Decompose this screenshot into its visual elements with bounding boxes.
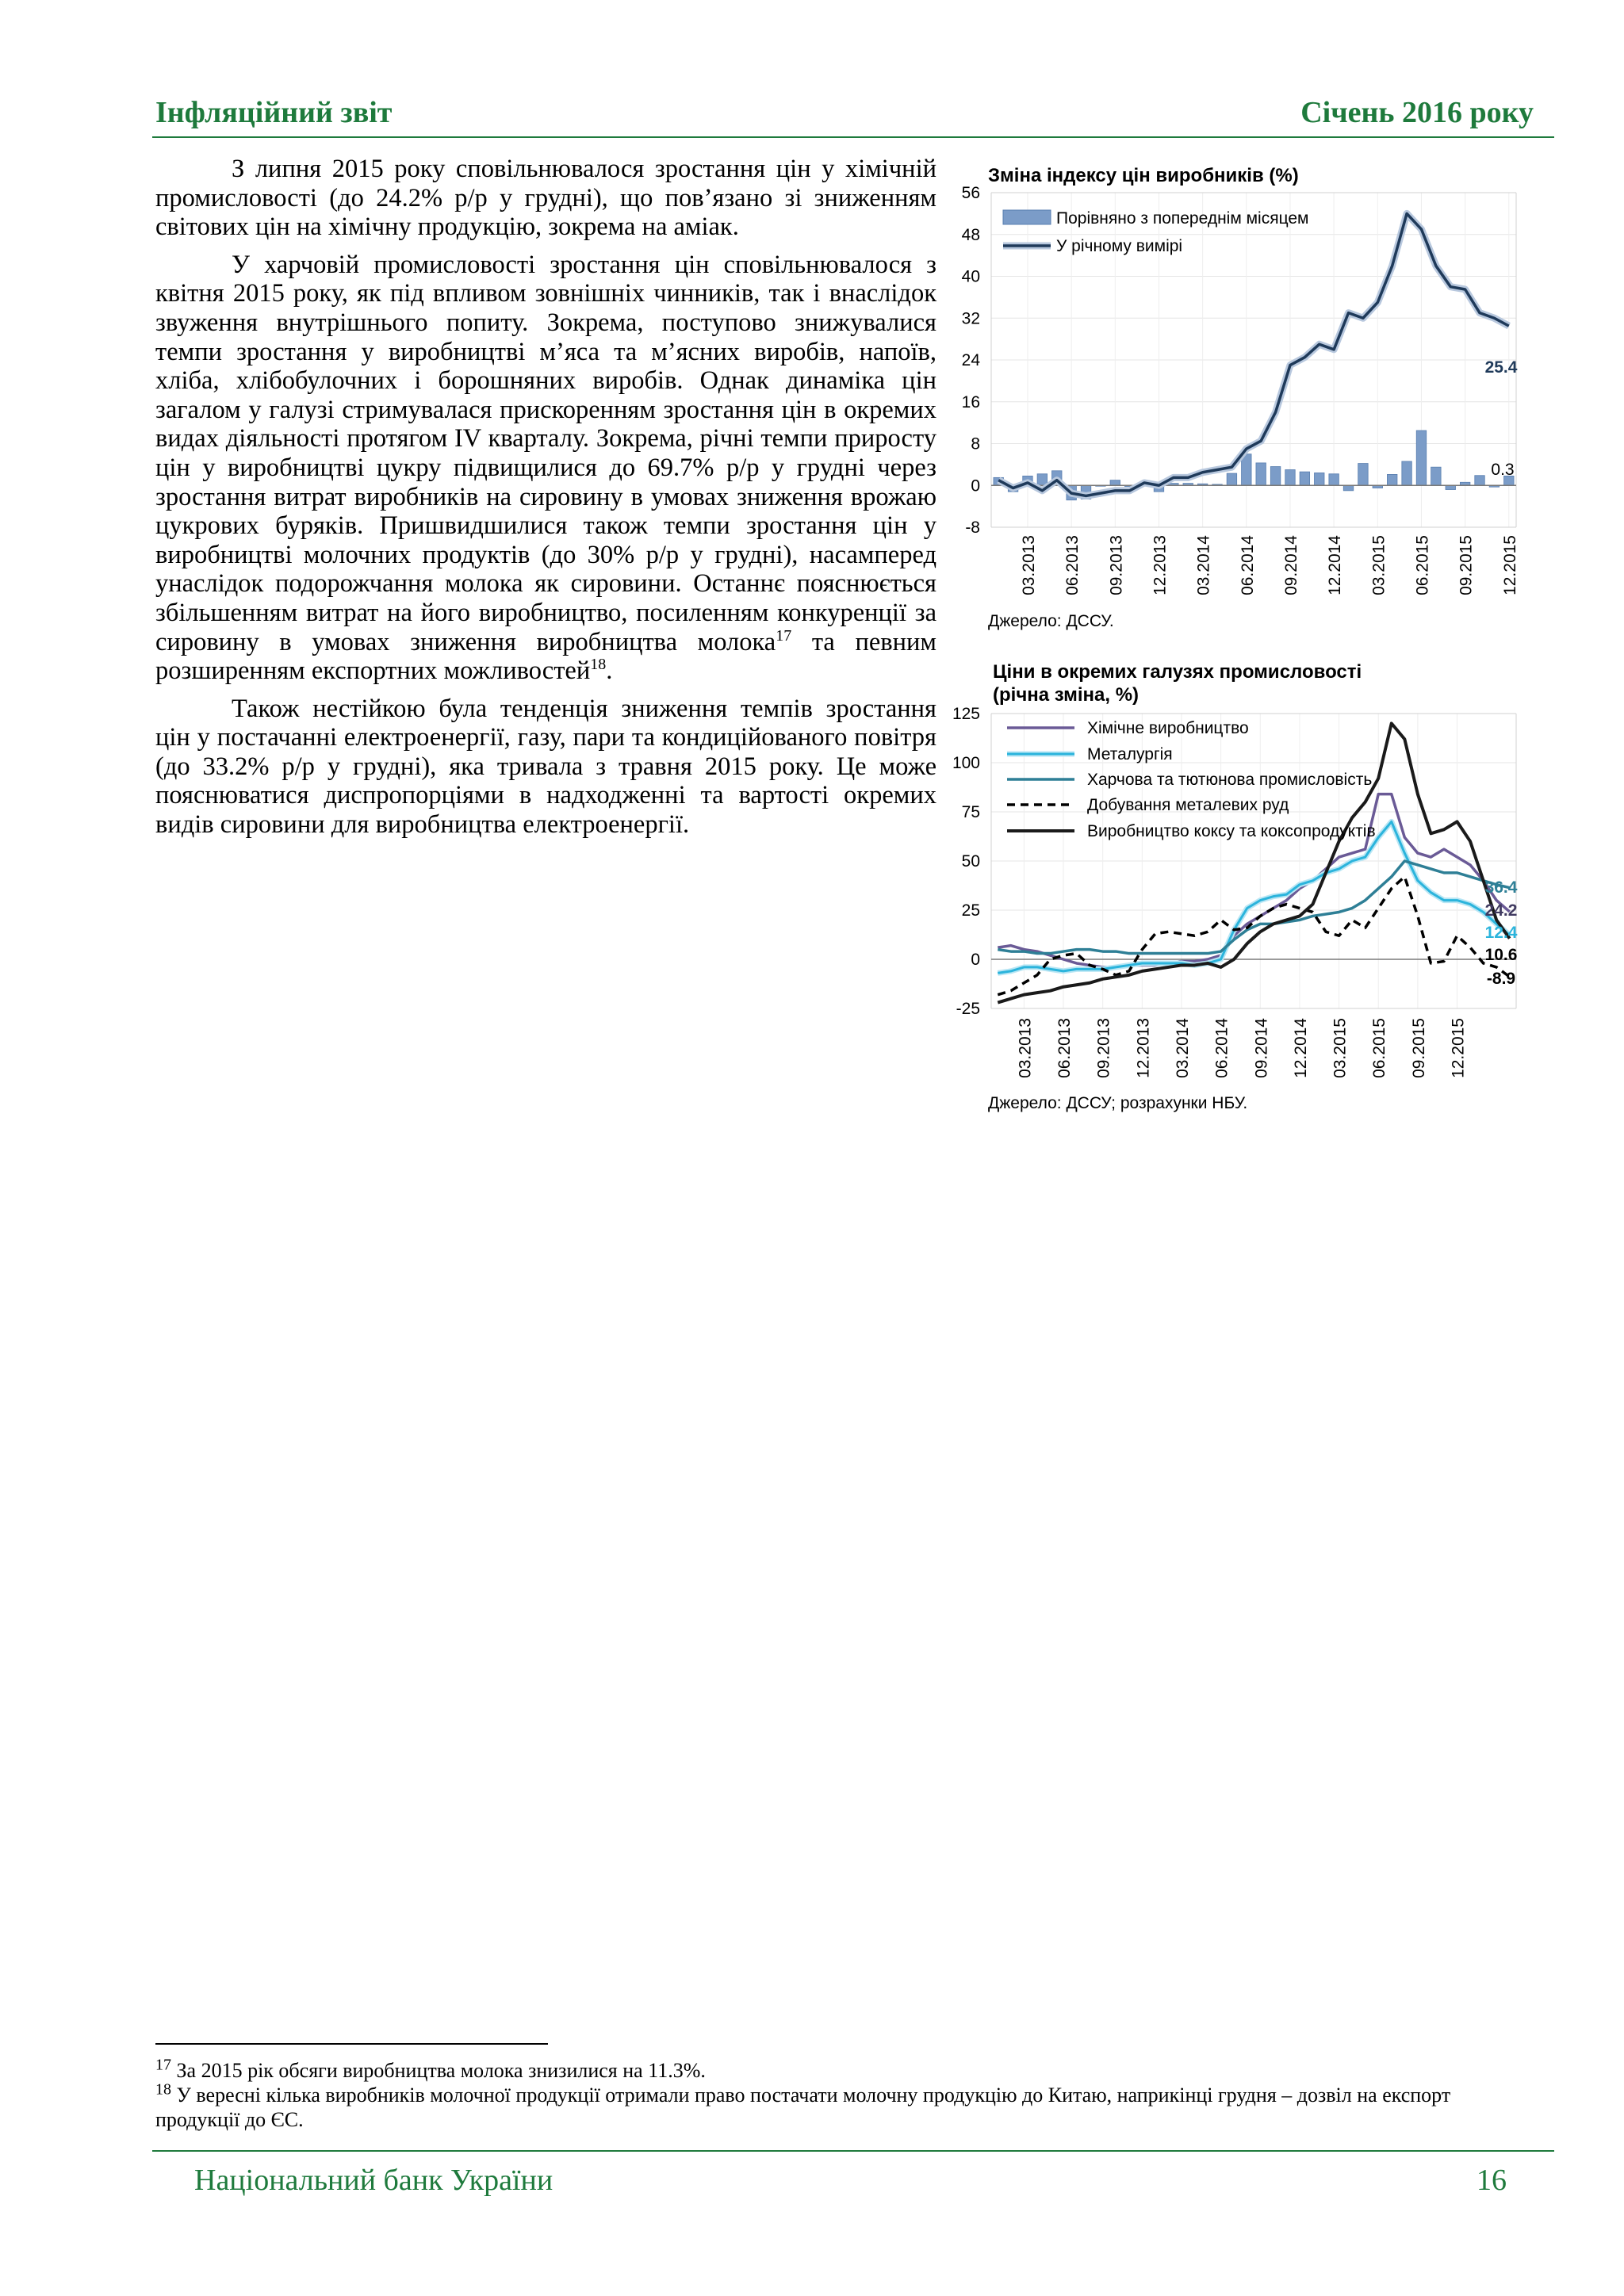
chart1-ytick-label: 48 (961, 225, 980, 244)
chart1-legend-line-label: У річному вимірі (1056, 237, 1183, 255)
chart1-bar (1475, 476, 1485, 486)
chart1-bar (1227, 473, 1237, 485)
chart2-annotation: 24.2 (1484, 901, 1518, 920)
chart1-xtick-label: 03.2015 (1369, 535, 1388, 595)
chart1-xtick-label: 12.2014 (1326, 535, 1345, 595)
chart2-line-coke (998, 723, 1509, 1002)
footnote-17-text: За 2015 рік обсяги виробництва молока знизилися на 11.3%. (176, 2059, 706, 2082)
footnote-ref-18[interactable]: 18 (590, 656, 607, 674)
chart1-bar (1270, 467, 1281, 486)
chart2-xtick-label: 03.2014 (1173, 1018, 1192, 1078)
chart2-title-line2: (річна зміна, %) (993, 684, 1139, 706)
chart1-bar (1343, 485, 1354, 491)
header-date: Січень 2016 року (1300, 96, 1534, 129)
chart1-bar (1256, 463, 1266, 485)
chart1-ytick-label: 40 (961, 267, 980, 286)
chart2-legend-label: Харчова та тютюнова промисловість (1087, 771, 1373, 789)
chart2-xtick-label: 06.2015 (1370, 1018, 1389, 1078)
chart1-annotation-annual: 25.4 (1484, 358, 1518, 377)
chart1-source: Джерело: ДССУ. (988, 612, 1114, 630)
chart2-xtick-label: 06.2014 (1212, 1018, 1231, 1078)
chart1-ytick-label: 16 (961, 392, 980, 411)
footnote-17-number: 17 (155, 2056, 171, 2074)
chart1-xtick-label: 09.2015 (1457, 535, 1476, 595)
paragraph-2-text-a: У харчовій промисловості зростання цін сповільнювалося з квітня 2015 року, як під впливом зовнішніх чинників, так і внаслідок звуження внутрішнього попиту. Зокрема, поступово знижувалися темпи зростання у виробництві м’яса та м’ясних виробів, напоїв, хліба, хлібобулочних і борошняних виробів. Однак динаміка цін загалом у галузі стримувалася прискоренням зростання цін в окремих видах діяльності протягом IV кварталу. Зокрема, річні темпи приросту цін у виробництві цукру підвищилися до 69.7% р/р у грудні через зростання витрат виробників на сировину в умовах зниження врожаю цукрових буряків. Пришвидшилися також темпи зростання цін у виробництві молочних продуктів (до 30% р/р у грудні), насамперед унаслідок подорожчання молока як сировини. Останнє пояснюється збільшенням витрат на його виробництво, посиленням конкуренції за сировину в умовах зниження виробництва молока (155, 250, 936, 656)
paragraph-1: З липня 2015 року сповільнювалося зростання цін у хімічній промисловості (до 24.2% р/р у грудні), що пов’язано зі зниженням світових цін на хімічну продукцію, зокрема на аміак. (155, 155, 936, 242)
header-rule (152, 136, 1554, 138)
chart1-bar (1446, 485, 1456, 489)
chart1-ytick-label: 8 (971, 434, 980, 453)
chart2-source: Джерело: ДССУ; розрахунки НБУ. (988, 1094, 1248, 1112)
chart1-xtick-label: 09.2013 (1107, 535, 1126, 595)
chart2-legend-label: Металургія (1087, 745, 1173, 763)
chart2-legend-label: Виробництво коксу та коксопродуктів (1087, 822, 1376, 840)
paragraph-2 (155, 251, 936, 686)
page-number: 16 (1477, 2164, 1507, 2197)
chart2-title-line1: Ціни в окремих галузях промисловості (993, 661, 1362, 683)
paragraph-2-text-b: та певним розширенням експортних можливостей (155, 627, 936, 686)
chart2-xtick-label: 06.2013 (1055, 1018, 1074, 1078)
footnote-18-text: У вересні кілька виробників молочної продукції отримали право постачати молочну продукцію до Китаю, наприкінці грудня – дозвіл на експорт продукції до ЄС. (155, 2084, 1451, 2131)
header-title: Інфляційний звіт (155, 96, 393, 129)
chart2-xtick-label: 12.2015 (1449, 1018, 1468, 1078)
chart2-annotation: 36.4 (1484, 878, 1518, 897)
chart1-bar (1416, 430, 1427, 485)
chart1-ytick-label: 0 (971, 476, 980, 496)
chart2-line-chemical (998, 794, 1509, 967)
chart1-bar (1300, 472, 1310, 485)
chart1-ytick-label: -8 (965, 519, 980, 537)
chart1-xtick-label: 06.2014 (1238, 535, 1257, 595)
paragraph-3: Також нестійкою була тенденція зниження темпів зростання цін у постачанні електроенергії, газу, пари та кондиційованого повітря (до 33.2% р/р у грудні), яка тривала з травня 2015 року. Це може пояснюватися диспропорціями в надходженні та вартості окремих видів сировини для виробництва електроенергії. (155, 694, 936, 840)
chart1-xtick-label: 09.2014 (1281, 535, 1300, 595)
chart2-ytick-label: 50 (961, 852, 980, 871)
paragraph-2-text-c: . (606, 656, 613, 686)
chart1-legend-bar-swatch (1003, 210, 1051, 224)
footnote-18 (155, 2080, 1519, 2132)
chart1-ytick-label: 32 (961, 309, 980, 328)
chart2-ytick-label: 100 (952, 754, 980, 772)
chart2-xtick-label: 03.2015 (1331, 1018, 1350, 1078)
chart2-legend-label: Хімічне виробництво (1087, 719, 1249, 737)
chart1-annotation-monthly: 0.3 (1491, 461, 1515, 479)
chart1-bar (1037, 474, 1048, 486)
chart1-bar (1329, 474, 1339, 486)
chart2-ytick-label: 0 (971, 951, 980, 969)
footnote-ref-17[interactable]: 17 (776, 626, 792, 645)
footnote-17 (155, 2058, 1519, 2083)
footnote-18-number: 18 (155, 2080, 171, 2099)
chart2-annotation: 12.4 (1484, 924, 1518, 942)
chart1-xtick-label: 03.2013 (1019, 535, 1038, 595)
chart1-bar (1285, 469, 1296, 485)
chart2-ytick-label: -25 (956, 1000, 980, 1018)
chart2-annotation: 10.6 (1484, 946, 1518, 964)
chart2-annotation: -8.9 (1486, 970, 1516, 988)
chart1-xtick-label: 12.2013 (1151, 535, 1170, 595)
chart1-bar (1110, 480, 1120, 486)
chart1-ytick-label: 56 (961, 184, 980, 202)
chart1-title: Зміна індексу цін виробників (%) (988, 165, 1299, 186)
chart1-ppi (944, 178, 1546, 622)
footer-rule (152, 2150, 1554, 2152)
chart1-bar (1431, 467, 1442, 485)
chart2-xtick-label: 09.2015 (1409, 1018, 1428, 1078)
chart1-legend-bar-label: Порівняно з попереднім місяцем (1056, 209, 1309, 228)
chart2-ytick-label: 75 (961, 803, 980, 821)
chart1-xtick-label: 12.2015 (1500, 535, 1519, 595)
chart1-xtick-label: 03.2014 (1194, 535, 1213, 595)
chart1-bar (1358, 464, 1369, 486)
chart2-xtick-label: 03.2013 (1016, 1018, 1035, 1078)
chart2-ytick-label: 25 (961, 901, 980, 920)
chart1-bar (1314, 473, 1324, 485)
chart2-ytick-label: 125 (952, 705, 980, 723)
chart1-ytick-label: 24 (961, 351, 980, 369)
body-text (155, 155, 936, 848)
chart2-xtick-label: 09.2013 (1094, 1018, 1113, 1078)
chart1-xtick-label: 06.2015 (1413, 535, 1432, 595)
chart2-xtick-label: 12.2013 (1134, 1018, 1153, 1078)
footnote-rule (155, 2043, 548, 2045)
chart2-xtick-label: 12.2014 (1291, 1018, 1310, 1078)
footnotes (155, 2058, 1519, 2132)
chart1-bar (1387, 474, 1397, 485)
chart2-legend-label: Добування металевих руд (1087, 796, 1289, 814)
chart2-industries (944, 698, 1546, 1102)
chart1-xtick-label: 06.2013 (1063, 535, 1082, 595)
chart2-xtick-label: 09.2014 (1252, 1018, 1271, 1078)
footer-bank-name: Національний банк України (194, 2164, 553, 2197)
chart1-annual-line (998, 213, 1509, 496)
chart1-bar (1402, 461, 1412, 485)
